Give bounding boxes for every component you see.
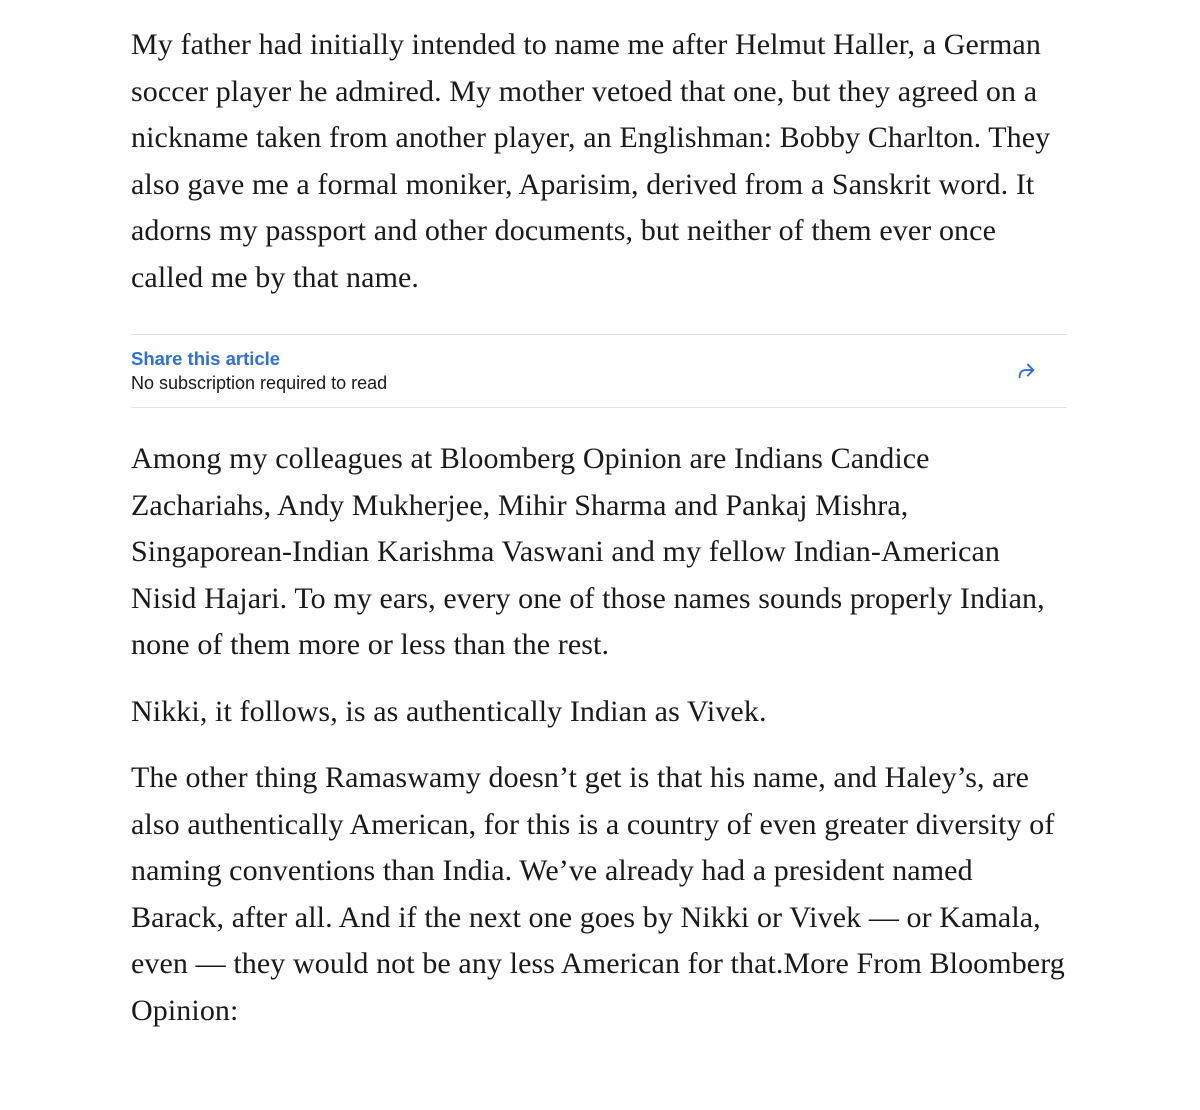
share-article-subtitle: No subscription required to read	[131, 373, 388, 393]
article-paragraph: Nikki, it follows, is as authentically Indian as Vivek.	[131, 694, 767, 728]
share-article-link[interactable]: Share this article	[131, 348, 281, 369]
share-arrow-icon[interactable]	[1015, 360, 1037, 382]
article-paragraph: The other thing Ramaswamy doesn’t get is that his name, and Haley’s, are also authentically American, for this is a country of even greater diversity of naming conventions than India. We’ve already had a president named Barack, after all. And if the next one goes by Nikki or Vivek — or Kamala, even — they would not be any less American for that.More From Bloomberg Opinion:	[131, 761, 1065, 1027]
article-body	[131, 22, 1071, 1034]
share-article-box[interactable]	[131, 334, 1067, 408]
article-paragraph: Among my colleagues at Bloomberg Opinion are Indians Candice Zachariahs, Andy Mukherjee, Mihir Sharma and Pankaj Mishra, Singaporean-Indian Karishma Vaswani and my fellow Indian-American Nisid Hajari. To my ears, every one of those names sounds properly Indian, none of them more or less than the rest.	[131, 442, 1045, 661]
article-paragraph: My father had initially intended to name me after Helmut Haller, a German soccer player he admired. My mother vetoed that one, but they agreed on a nickname taken from another player, an Englishman: Bobby Charlton. They also gave me a formal moniker, Aparisim, derived from a Sanskrit word. It adorns my passport and other documents, but neither of them ever once called me by that name.	[131, 28, 1051, 294]
